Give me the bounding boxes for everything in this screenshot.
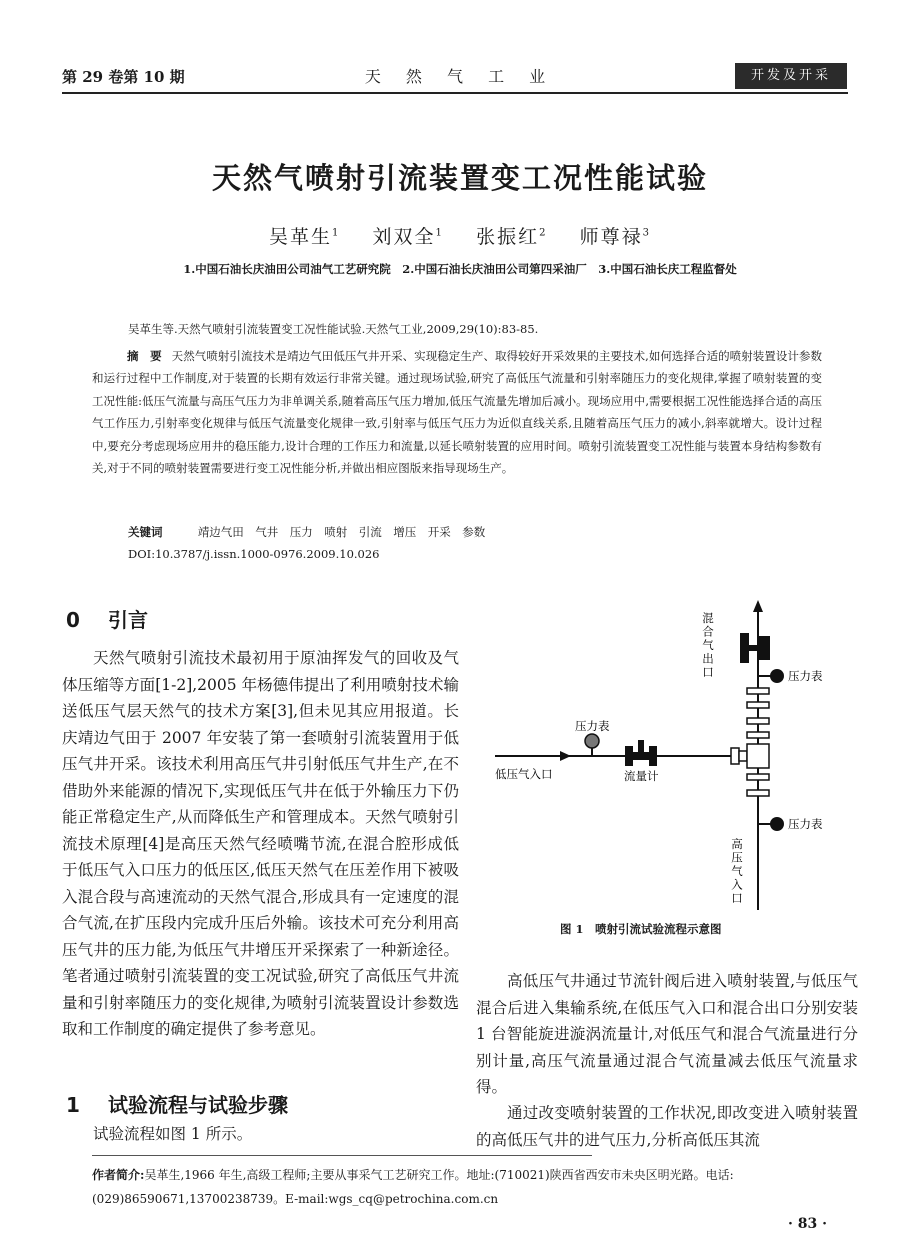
label-flowmeter: 流量计 bbox=[624, 769, 659, 783]
figure-caption: 图 1 喷射引流试验流程示意图 bbox=[560, 922, 722, 936]
author-sup: 3 bbox=[642, 227, 652, 239]
paper-title: 天然气喷射引流装置变工况性能试验 bbox=[211, 161, 708, 195]
affiliations: 1.中国石油长庆油田公司油气工艺研究院 2.中国石油长庆油田公司第四采油厂 3.中国石油长庆工程监督处 bbox=[183, 262, 737, 276]
outlet-arrow-icon bbox=[753, 600, 763, 612]
footnote-rule bbox=[92, 1155, 592, 1156]
pressure-gauge-icon bbox=[770, 669, 784, 683]
outlet-valve-icon bbox=[740, 633, 770, 663]
author-sup: 2 bbox=[539, 227, 548, 239]
author-sup: 1 bbox=[435, 227, 444, 239]
abstract-label: 摘 要 bbox=[127, 349, 162, 363]
author-note-text: 吴革生,1966 年生,高级工程师;主要从事采气工艺研究工作。地址:(710021)陕西省西安市未央区明光路。电话:(029)86590671,13700238739。E-mail:wgs_cq@petrochina.com.cn bbox=[92, 1168, 734, 1206]
author-name: 师尊禄 bbox=[579, 226, 643, 248]
header-rule bbox=[62, 92, 848, 94]
author-name: 张振红 bbox=[476, 226, 540, 248]
label-pressure-gauge: 压力表 bbox=[575, 719, 610, 733]
author-note-label: 作者简介: bbox=[92, 1168, 145, 1182]
citation: 吴革生等.天然气喷射引流装置变工况性能试验.天然气工业,2009,29(10):83-85. bbox=[128, 322, 539, 336]
section-heading-method bbox=[66, 1089, 288, 1118]
inlet-arrow-icon bbox=[560, 751, 571, 761]
section-tag: 开发及开采 bbox=[735, 63, 847, 89]
method-paragraph: 试验流程如图 1 所示。 bbox=[93, 1125, 253, 1143]
intro-paragraph: 天然气喷射引流技术最初用于原油挥发气的回收及气体压缩等方面[1-2],2005 年杨德伟提出了利用喷射技术输送低压气层天然气的技术方案[3],但未见其应用报道。长庆靖边气田于 2007 年安装了第一套喷射引流装置用于低压气井开采。该技术利用高压气井引射低压气井生产,在不借助外来能源的情况下,实现低压气井在低于外输压力下仍能正常稳定生产,从而降低生产和管理成本。天然气喷射引流技术原理[4]是高压天然气经喷嘴节流,在混合腔形成低于低压气入口压力的低压区,低压天然气在压差作用下被吸入混合段与高速流动的天然气混合,形成具有一定速度的混合气流,在扩压段内完成升压后外输。该技术可充分利用高压气井的压力能,为低压气井增压开采探索了一种新途径。笔者通过喷射引流装置的变工况试验,研究了高低压气井流量和引射率随压力的变化规律,为喷射引流装置设计参数选取和工作制度的确定提供了参考意见。 bbox=[62, 649, 459, 1038]
label-low-inlet: 低压气入口 bbox=[495, 767, 553, 781]
right-paragraph-2: 通过改变喷射装置的工作状况,即改变进入喷射装置的高低压气井的进气压力,分析高低压其流 bbox=[476, 1104, 858, 1149]
section-number: 1 bbox=[66, 1093, 80, 1117]
author-name: 吴革生 bbox=[268, 226, 332, 248]
ejector-body-icon bbox=[731, 744, 769, 768]
label-pressure-gauge: 压力表 bbox=[788, 669, 823, 683]
author-sup: 1 bbox=[331, 227, 341, 239]
abstract bbox=[92, 345, 822, 479]
label-mixed-outlet: 混合气出口 bbox=[701, 612, 715, 680]
keywords bbox=[128, 524, 485, 540]
author-note bbox=[92, 1163, 852, 1211]
label-pressure-gauge: 压力表 bbox=[788, 817, 823, 831]
journal-name: 天 然 气 工 业 bbox=[364, 67, 556, 86]
volume-issue: 第 29 卷第 10 期 bbox=[62, 68, 185, 86]
page-number: · 83 · bbox=[788, 1216, 827, 1232]
section-number: 0 bbox=[66, 608, 80, 632]
author-list bbox=[0, 222, 920, 249]
section-title: 引言 bbox=[108, 608, 148, 632]
doi[interactable]: DOI:10.3787/j.issn.1000-0976.2009.10.026 bbox=[128, 547, 380, 561]
right-paragraph-1: 高低压气井通过节流针阀后进入喷射装置,与低压气混合后进入集输系统,在低压气入口和混合出口分别安装 1 台智能旋进漩涡流量计,对低压气和混合气流量进行分别计量,高压气流量通过混合气流量减去低压气流量求得。 bbox=[476, 972, 858, 1096]
flow-diagram bbox=[475, 598, 860, 918]
keywords-label: 关键词 bbox=[128, 525, 163, 539]
label-high-inlet: 高压气入口 bbox=[730, 838, 744, 906]
pressure-gauge-icon bbox=[585, 734, 599, 748]
pressure-gauge-icon bbox=[770, 817, 784, 831]
section-title: 试验流程与试验步骤 bbox=[108, 1093, 288, 1117]
keywords-text: 靖边气田 气井 压力 喷射 引流 增压 开采 参数 bbox=[197, 525, 486, 539]
section-heading-intro bbox=[66, 604, 148, 633]
flowmeter-icon bbox=[625, 740, 657, 766]
author-name: 刘双全 bbox=[372, 226, 436, 248]
abstract-text: 天然气喷射引流技术是靖边气田低压气井开采、实现稳定生产、取得较好开采效果的主要技术,如何选择合适的喷射装置设计参数和运行过程中工作制度,对于装置的长期有效运行非常关键。通过现场试验,研究了高低压气流量和引射率随压力的变化规律,掌握了喷射装置的变工况性能:低压气流量与高压气压力为非单调关系,随着高压气压力增加,低压气流量先增加后减小。现场应用中,需要根据工况性能选择合适的高压气工作压力,引射率变化规律与低压气流量变化规律一致,引射率与低压气压力为近似直线关系,且随着高压气压力的减小,斜率就增大。设计过程中,要充分考虑现场应用井的稳压能力,设计合理的工作压力和流量,以延长喷射装置的应用时间。喷射引流装置变工况性能与装置本身结构参数有关,对于不同的喷射装置需要进行变工况性能分析,并做出相应图版来指导现场生产。 bbox=[92, 349, 823, 476]
